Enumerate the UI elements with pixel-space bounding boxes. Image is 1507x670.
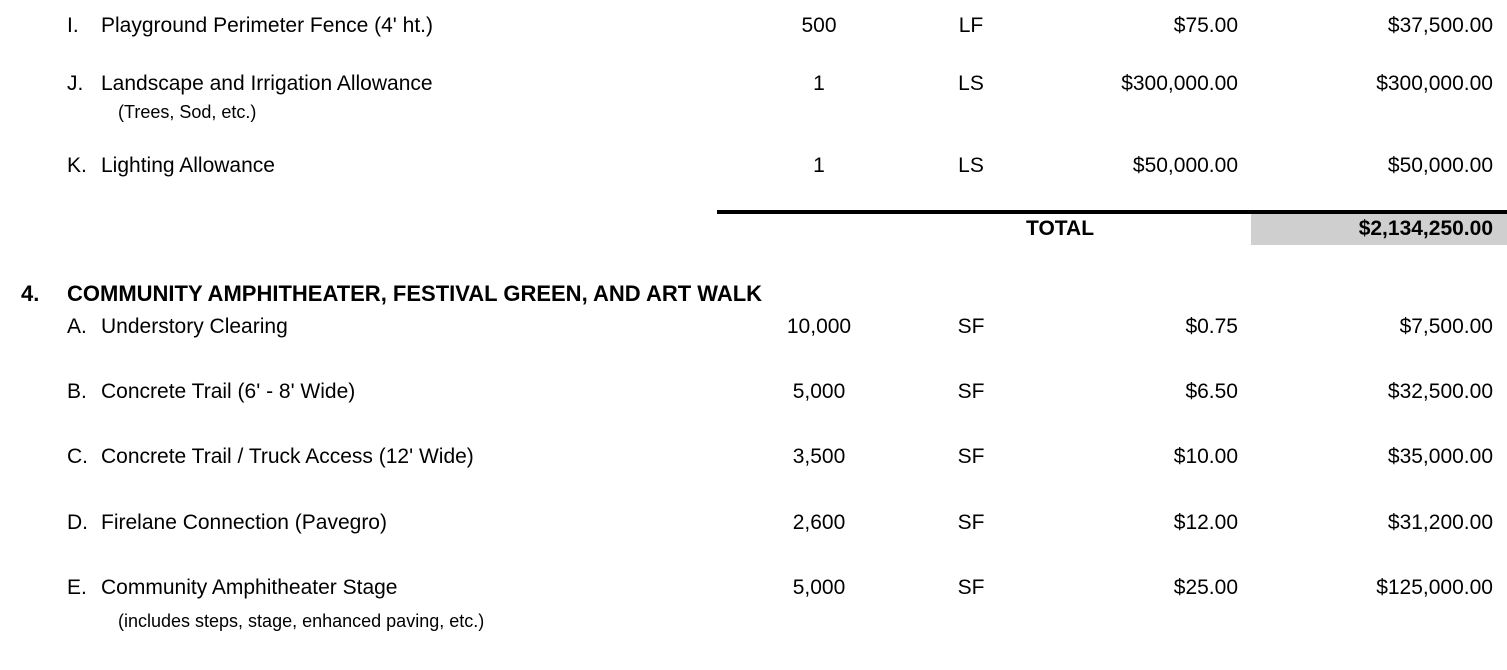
- item-total: $32,500.00: [1387, 380, 1493, 403]
- total-label: TOTAL: [1026, 217, 1095, 240]
- item-total: $31,200.00: [1387, 511, 1493, 534]
- item-description: Firelane Connection (Pavegro): [101, 511, 387, 534]
- item-total: $37,500.00: [1387, 14, 1493, 37]
- item-unit-price: $0.75: [1185, 315, 1238, 338]
- item-description: Lighting Allowance: [101, 154, 275, 177]
- item-unit-price: $75.00: [1173, 14, 1238, 37]
- item-quantity: 1: [813, 154, 825, 177]
- item-unit: SF: [957, 315, 985, 338]
- item-description: Concrete Trail / Truck Access (12' Wide): [101, 445, 474, 468]
- item-quantity: 5,000: [792, 380, 846, 403]
- item-letter: B.: [67, 380, 87, 403]
- item-unit: SF: [957, 380, 985, 403]
- item-description: Concrete Trail (6' - 8' Wide): [101, 380, 356, 403]
- item-letter: K.: [67, 154, 87, 177]
- item-quantity: 5,000: [792, 576, 846, 599]
- item-unit: SF: [957, 445, 985, 468]
- item-unit: LS: [958, 154, 984, 177]
- item-total: $35,000.00: [1387, 445, 1493, 468]
- item-unit: LS: [958, 72, 984, 95]
- item-unit: SF: [957, 511, 985, 534]
- item-unit: SF: [957, 576, 985, 599]
- item-total: $7,500.00: [1399, 315, 1493, 338]
- item-unit-price: $6.50: [1185, 380, 1238, 403]
- item-quantity: 2,600: [792, 511, 846, 534]
- item-letter: D.: [67, 511, 88, 534]
- item-quantity: 3,500: [792, 445, 846, 468]
- item-letter: A.: [67, 315, 87, 338]
- item-quantity: 500: [801, 14, 837, 37]
- item-letter: C.: [67, 445, 88, 468]
- section-title: COMMUNITY AMPHITHEATER, FESTIVAL GREEN, AND ART WALK: [67, 281, 763, 306]
- item-quantity: 1: [813, 72, 825, 95]
- item-unit-price: $50,000.00: [1132, 154, 1238, 177]
- item-letter: E.: [67, 576, 87, 599]
- item-unit-price: $10.00: [1173, 445, 1238, 468]
- item-unit: LF: [958, 14, 984, 37]
- item-description: Understory Clearing: [101, 315, 288, 338]
- item-total: $50,000.00: [1387, 154, 1493, 177]
- item-unit-price: $12.00: [1173, 511, 1238, 534]
- item-total: $300,000.00: [1376, 72, 1493, 95]
- item-description: Community Amphitheater Stage: [101, 576, 398, 599]
- item-unit-price: $300,000.00: [1121, 72, 1238, 95]
- section-number: 4.: [21, 281, 40, 306]
- item-description: Playground Perimeter Fence (4' ht.): [101, 14, 433, 37]
- item-total: $125,000.00: [1376, 576, 1493, 599]
- item-letter: I.: [67, 14, 79, 37]
- item-description: Landscape and Irrigation Allowance: [101, 72, 433, 95]
- total-value: $2,134,250.00: [1358, 217, 1493, 240]
- item-subtext: (Trees, Sod, etc.): [118, 102, 257, 122]
- item-letter: J.: [67, 72, 84, 95]
- item-quantity: 10,000: [786, 315, 852, 338]
- item-subtext: (includes steps, stage, enhanced paving, etc.): [118, 611, 485, 631]
- item-unit-price: $25.00: [1173, 576, 1238, 599]
